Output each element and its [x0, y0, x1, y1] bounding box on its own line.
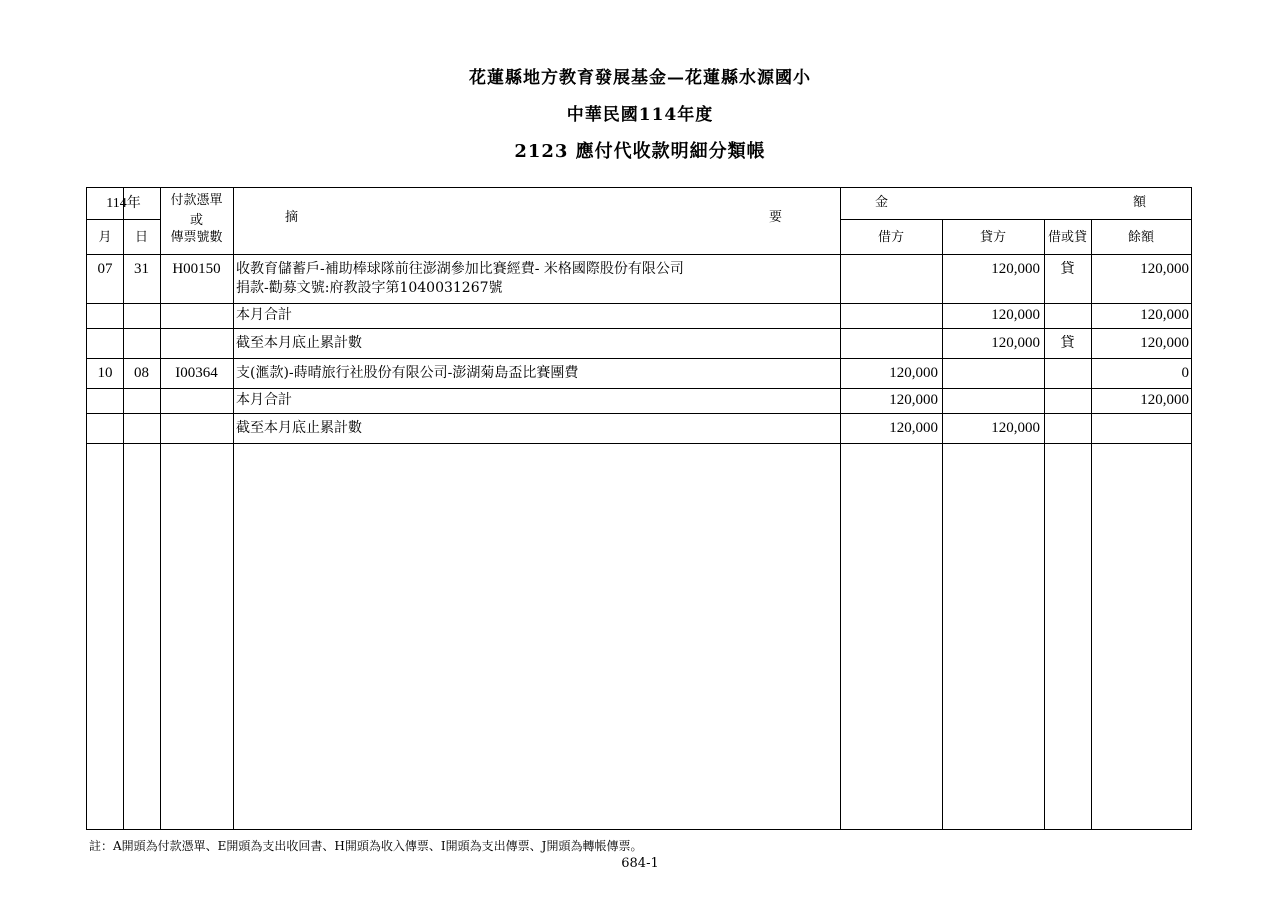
header-summary-right: 要 — [769, 210, 783, 225]
cell-balance: 120,000 — [1140, 307, 1189, 323]
cell-balance: 120,000 — [1140, 335, 1189, 351]
header-debit: 借方 — [877, 230, 904, 245]
cell-summary: 截至本月底止累計數 — [236, 335, 362, 351]
cell-balance: 120,000 — [1140, 392, 1189, 408]
cell-day: 08 — [134, 365, 149, 381]
col-line-voucher — [160, 188, 161, 829]
header-summary-left: 摘 — [285, 210, 299, 225]
cell-voucher: H00150 — [172, 261, 221, 277]
header-voucher-line1: 付款憑單 — [170, 193, 223, 208]
row-line-6 — [87, 443, 1191, 444]
footnote: 註：A開頭為付款憑單、E開頭為支出收回書、H開頭為收入傳票、I開頭為支出傳票、J開頭為轉帳傳票。 — [89, 839, 643, 853]
header-amount-right: 額 — [1133, 195, 1147, 210]
org-title: 花蓮縣地方教育發展基金—花蓮縣水源國小 — [469, 68, 811, 88]
header-credit: 貸方 — [979, 230, 1006, 245]
header-voucher-line2: 或 — [189, 213, 203, 228]
row-line-4 — [87, 388, 1191, 389]
row-line-header-amount — [840, 219, 1191, 220]
cell-credit: 120,000 — [991, 420, 1040, 436]
header-voucher-line3: 傳票號數 — [170, 230, 223, 245]
cell-dr-cr: 貸 — [1060, 335, 1075, 351]
cell-debit: 120,000 — [889, 365, 938, 381]
cell-balance: 120,000 — [1140, 261, 1189, 277]
header-day: 日 — [134, 230, 148, 245]
header-month: 月 — [98, 230, 112, 245]
cell-credit: 120,000 — [991, 335, 1040, 351]
cell-summary: 收教育儲蓄戶-補助棒球隊前往澎湖參加比賽經費- 米格國際股份有限公司 — [236, 261, 684, 277]
cell-summary: 截至本月底止累計數 — [236, 420, 362, 436]
cell-summary: 本月合計 — [236, 307, 292, 323]
header-drcr: 借或貸 — [1047, 230, 1087, 245]
row-line-header-date — [87, 219, 160, 220]
cell-voucher: I00364 — [175, 365, 218, 381]
cell-debit: 120,000 — [889, 392, 938, 408]
cell-day: 31 — [134, 261, 149, 277]
page-number: 684-1 — [621, 856, 659, 871]
cell-summary: 支(滙款)-蒔晴旅行社股份有限公司-澎湖菊島盃比賽團費 — [236, 365, 579, 381]
cell-summary-line2: 捐款-勸募文號:府教設字第1040031267號 — [236, 280, 503, 296]
col-line-summary — [233, 188, 234, 829]
cell-dr-cr: 貸 — [1060, 261, 1075, 277]
cell-credit: 120,000 — [991, 261, 1040, 277]
cell-month: 07 — [97, 261, 113, 277]
row-line-header-bottom — [87, 254, 1191, 255]
header-balance: 餘額 — [1127, 230, 1154, 245]
cell-summary: 本月合計 — [236, 392, 292, 408]
col-line-day — [123, 188, 124, 829]
row-line-2 — [87, 328, 1191, 329]
fiscal-year-title: 中華民國114年度 — [566, 105, 714, 125]
ledger-title: 2123 應付代收款明細分類帳 — [514, 141, 766, 162]
row-line-5 — [87, 413, 1191, 414]
cell-month: 10 — [97, 365, 113, 381]
header-year: 114年 — [106, 196, 141, 211]
col-line-drcr — [1044, 220, 1045, 829]
cell-balance: 0 — [1181, 365, 1189, 381]
col-line-debit — [840, 188, 841, 829]
cell-credit: 120,000 — [991, 307, 1040, 323]
row-line-1 — [87, 303, 1191, 304]
cell-debit: 120,000 — [889, 420, 938, 436]
ledger-table — [86, 187, 1192, 830]
header-amount-left: 金 — [875, 195, 889, 210]
row-line-3 — [87, 358, 1191, 359]
